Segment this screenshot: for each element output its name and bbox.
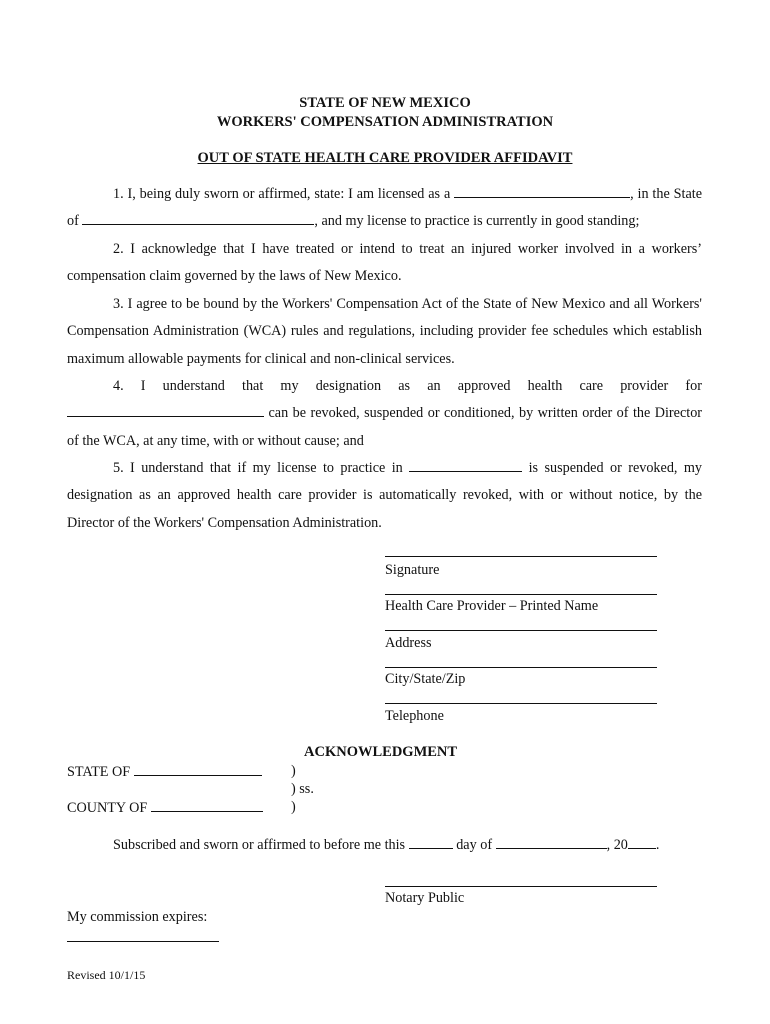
agency-heading: WORKERS' COMPENSATION ADMINISTRATION xyxy=(216,114,554,130)
address-line[interactable] xyxy=(385,630,657,631)
paren-1: ) xyxy=(291,763,296,779)
paragraph-2: 2. I acknowledge that I have treated or intend to treat an injured worker involved in a workers’ compensation claim governed by the laws of New Mexico. xyxy=(67,241,702,285)
subscribed-line xyxy=(113,836,659,854)
telephone-label: Telephone xyxy=(385,708,444,724)
printed-name-label: Health Care Provider – Printed Name xyxy=(385,598,599,614)
p4-first-line xyxy=(67,373,702,400)
commission-expiry-line[interactable] xyxy=(67,941,219,942)
ss-marker: ) ss. xyxy=(291,781,314,797)
county-of-blank[interactable] xyxy=(151,799,263,812)
county-of-row xyxy=(67,799,263,817)
state-of-blank[interactable] xyxy=(134,763,262,776)
printed-name-line[interactable] xyxy=(385,594,657,595)
commission-label: My commission expires: xyxy=(67,909,208,925)
p4-number: 4. xyxy=(113,378,124,394)
form-title: OUT OF STATE HEALTH CARE PROVIDER AFFIDAVIT xyxy=(197,150,573,166)
year-blank[interactable] xyxy=(628,836,656,849)
signature-line[interactable] xyxy=(385,556,657,557)
day-blank[interactable] xyxy=(409,836,453,849)
revised-date: Revised 10/1/15 xyxy=(67,968,146,982)
p5-text-b: is suspended or revoked, my designation as an approved health care provider is automatically revoked, with or without notice, by the Director of the Workers' Compensation Administration. xyxy=(67,460,703,531)
p4-word: as xyxy=(398,378,411,394)
p4-text-b: can be revoked, suspended or conditioned, by written order of the Director of the WCA, at any time, with or without cause; and xyxy=(67,405,703,449)
p4-word: that xyxy=(242,378,264,394)
p4-word: an xyxy=(427,378,441,394)
city-state-zip-line[interactable] xyxy=(385,667,657,668)
paren-3: ) xyxy=(291,799,296,815)
p4-word: care xyxy=(579,378,604,394)
p1-text-b: , in the State of xyxy=(67,186,702,230)
day-of-text: day of xyxy=(456,837,493,853)
address-label: Address xyxy=(385,635,432,651)
provider-type-blank[interactable] xyxy=(67,404,264,417)
paragraph-3: 3. I agree to be bound by the Workers' Compensation Act of the State of New Mexico and all Workers' Compensation Administration (WCA) rules and regulations, including provider fee schedules which establish maximum allowable payments for clinical and non-clinical services. xyxy=(67,296,702,367)
period-text: . xyxy=(655,837,660,853)
paragraph-5 xyxy=(67,455,702,537)
p5-text-a: 5. I understand that if my license to practice in xyxy=(113,460,403,476)
p4-word: designation xyxy=(315,378,382,394)
comma-20-text: , 20 xyxy=(606,837,628,853)
subscribed-text: Subscribed and sworn or affirmed to before me this xyxy=(113,837,406,853)
state-of-label: STATE OF xyxy=(67,764,131,780)
license-location-blank[interactable] xyxy=(409,459,522,472)
p4-word: I xyxy=(140,378,146,394)
notary-label: Notary Public xyxy=(385,890,465,906)
signature-label: Signature xyxy=(385,562,440,578)
paragraph-1 xyxy=(67,181,702,236)
acknowledgment-heading: ACKNOWLEDGMENT xyxy=(304,744,458,760)
p1-text-a: 1. I, being duly sworn or affirmed, state: I am licensed as a xyxy=(113,186,451,202)
p4-word: my xyxy=(280,378,299,394)
state-heading: STATE OF NEW MEXICO xyxy=(299,95,471,111)
license-type-blank[interactable] xyxy=(454,185,630,198)
p4-rest xyxy=(67,400,702,455)
p4-word: health xyxy=(527,378,563,394)
p4-word: understand xyxy=(162,378,225,394)
county-of-label: COUNTY OF xyxy=(67,800,148,816)
p4-word: approved xyxy=(457,378,511,394)
license-state-blank[interactable] xyxy=(82,212,314,225)
state-of-row xyxy=(67,763,262,781)
p4-word: for xyxy=(685,378,702,394)
p1-text-c: , and my license to practice is currently in good standing; xyxy=(314,213,640,230)
telephone-line[interactable] xyxy=(385,703,657,704)
p4-word: provider xyxy=(620,378,669,394)
city-state-zip-label: City/State/Zip xyxy=(385,671,466,687)
month-blank[interactable] xyxy=(496,836,607,849)
notary-signature-line[interactable] xyxy=(385,886,657,887)
paragraph-4 xyxy=(67,373,702,455)
